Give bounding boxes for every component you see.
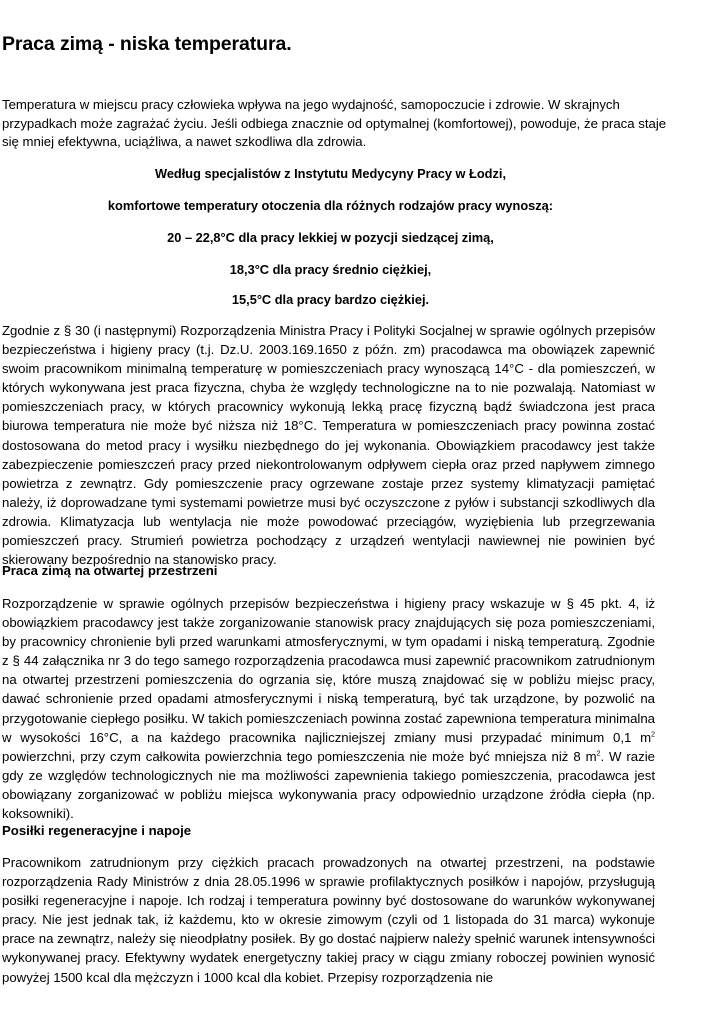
superscript: 2 [651,731,655,739]
centered-line: 18,3°C dla pracy średnio ciężkiej, [229,262,432,277]
intro-paragraph: Temperatura w miejscu pracy człowieka wpływa na jego wydajność, samopoczucie i zdrowie. W skrajnych przypadkach może zagrażać życiu. Jeśli odbiega znacznie od optymalnej (komfortowej), powoduje, że praca staje się mniej efektywna, uciążliwa, a nawet szkodliwa dla zdrowia. [2,97,667,149]
paragraph-outdoor-work [2,594,655,823]
paragraph-meals: Pracownikom zatrudnionym przy ciężkich pracach prowadzonych na otwartej przestrzeni, na podstawie rozporządzenia Rady Ministrów z dnia 28.05.1996 w sprawie profilaktycznych posiłków i napojów, przysługują posiłki regeneracyjne i napoje. Ich rodzaj i temperatura powinny być dostosowane do warunków wykonywanej pracy. Nie jest jednak tak, iż każdemu, kto w okresie zimowym (czyli od 1 listopada do 31 marca) wykonuje prace na zewnątrz, należy się nieodpłatny posiłek. By go dostać najpierw należy spełnić warunek intensywności wykonywanej pracy. Efektywny wydatek energetyczny takiej pracy w ciągu zmiany roboczej powinien wynosić powyżej 1500 kcal dla mężczyzn i 1000 kcal dla kobiet. Przepisy rozporządzenia nie [2,855,655,985]
centered-line: 20 – 22,8°C dla pracy lekkiej w pozycji siedzącej zimą, [167,230,494,245]
paragraph-text: . W razie gdy ze względów technologicznych nie ma możliwości zapewnienia takiego pomieszczenia, pracodawca jest obowiązany zorganizować w pobliżu miejsca wykonywania pracy odpowiednio urządzone źródła ciepła (np. koksowniki). [2,748,655,822]
paragraph-text: Rozporządzenie w sprawie ogólnych przepisów bezpieczeństwa i higieny pracy wskazuje w § 45 pkt. 4, iż obowiązkiem pracodawcy jest także zorganizowanie stanowisk pracy znajdujących się poza pomieszczeniami, by pracownicy chronienie byli przed warunkami atmosferycznymi, w tym opadami i niską temperaturą. Zgodnie z § 44 załącznika nr 3 do tego samego rozporządzenia pracodawca musi zapewnić pracownikom zatrudnionym na otwartej przestrzeni pomieszczenia do ogrzania się, które muszą znajdować się w pobliżu miejsc pracy, dawać schronienie przed opadami atmosferycznymi i niską temperaturą, być tak urządzone, by pozwolić na przygotowanie ciepłego posiłku. W takich pomieszczeniach powinna zostać zapewniona temperatura minimalna w wysokości 16°C, a na każdego pracownika najliczniejszej zmiany musi przypadać minimum 0,1 m [2,596,655,745]
paragraph-text: powierzchni, przy czym całkowita powierzchnia tego pomieszczenia nie może być mniejsza niż 8 m [2,748,597,764]
centered-line: Według specjalistów z Instytutu Medycyny Pracy w Łodzi, [154,166,507,181]
centered-line: komfortowe temperatury otoczenia dla różnych rodzajów pracy wynoszą: [107,198,554,213]
page-title: Praca zimą - niska temperatura. [2,33,292,55]
section-heading-meals: Posiłki regeneracyjne i napoje [2,823,192,838]
section-heading-outdoor-work: Praca zimą na otwartej przestrzeni [2,563,218,578]
superscript: 2 [596,750,601,758]
paragraph-temperature-rules: Zgodnie z § 30 (i następnymi) Rozporządzenia Ministra Pracy i Polityki Socjalnej w sprawie ogólnych przepisów bezpieczeństwa i higieny pracy (t.j. Dz.U. 2003.169.1650 z późn. zm) pracodawca ma obowiązek zapewnić swoim pracownikom minimalną temperaturę w pomieszczeniach pracy wynoszącą 14°C - dla pomieszczeń, w których wykonywana jest praca fizyczna, chyba że względy technologiczne na to nie pozwalają. Natomiast w pomieszczeniach pracy, w których pracownicy wykonują lekką pracę fizyczną bądź świadczona jest praca biurowa temperatura nie może być niższa niż 18°C. Temperatura w pomieszczeniach pracy powinna zostać dostosowana do metod pracy i wysiłku niezbędnego do jej wykonania. Obowiązkiem pracodawcy jest także zabezpieczenie pomieszczeń pracy przed niekontrolowanym odpływem ciepła oraz przed napływem zimnego powietrza z zewnątrz. Gdy pomieszczenie pracy ogrzewane zostaje przez systemy klimatyzacji pamiętać należy, iż doprowadzane tymi systemami powietrze musi być oczyszczone z pyłów i substancji szkodliwych dla zdrowia. Klimatyzacja lub wentylacja nie może powodować przeciągów, wyziębienia lub przegrzewania pomieszczeń pracy. Strumień powietrza pochodzący z urządzeń wentylacji nawiewnej nie powinien być skierowany bezpośrednio na stanowisko pracy. [2,323,655,568]
centered-line: 15,5°C dla pracy bardzo ciężkiej. [231,292,430,307]
